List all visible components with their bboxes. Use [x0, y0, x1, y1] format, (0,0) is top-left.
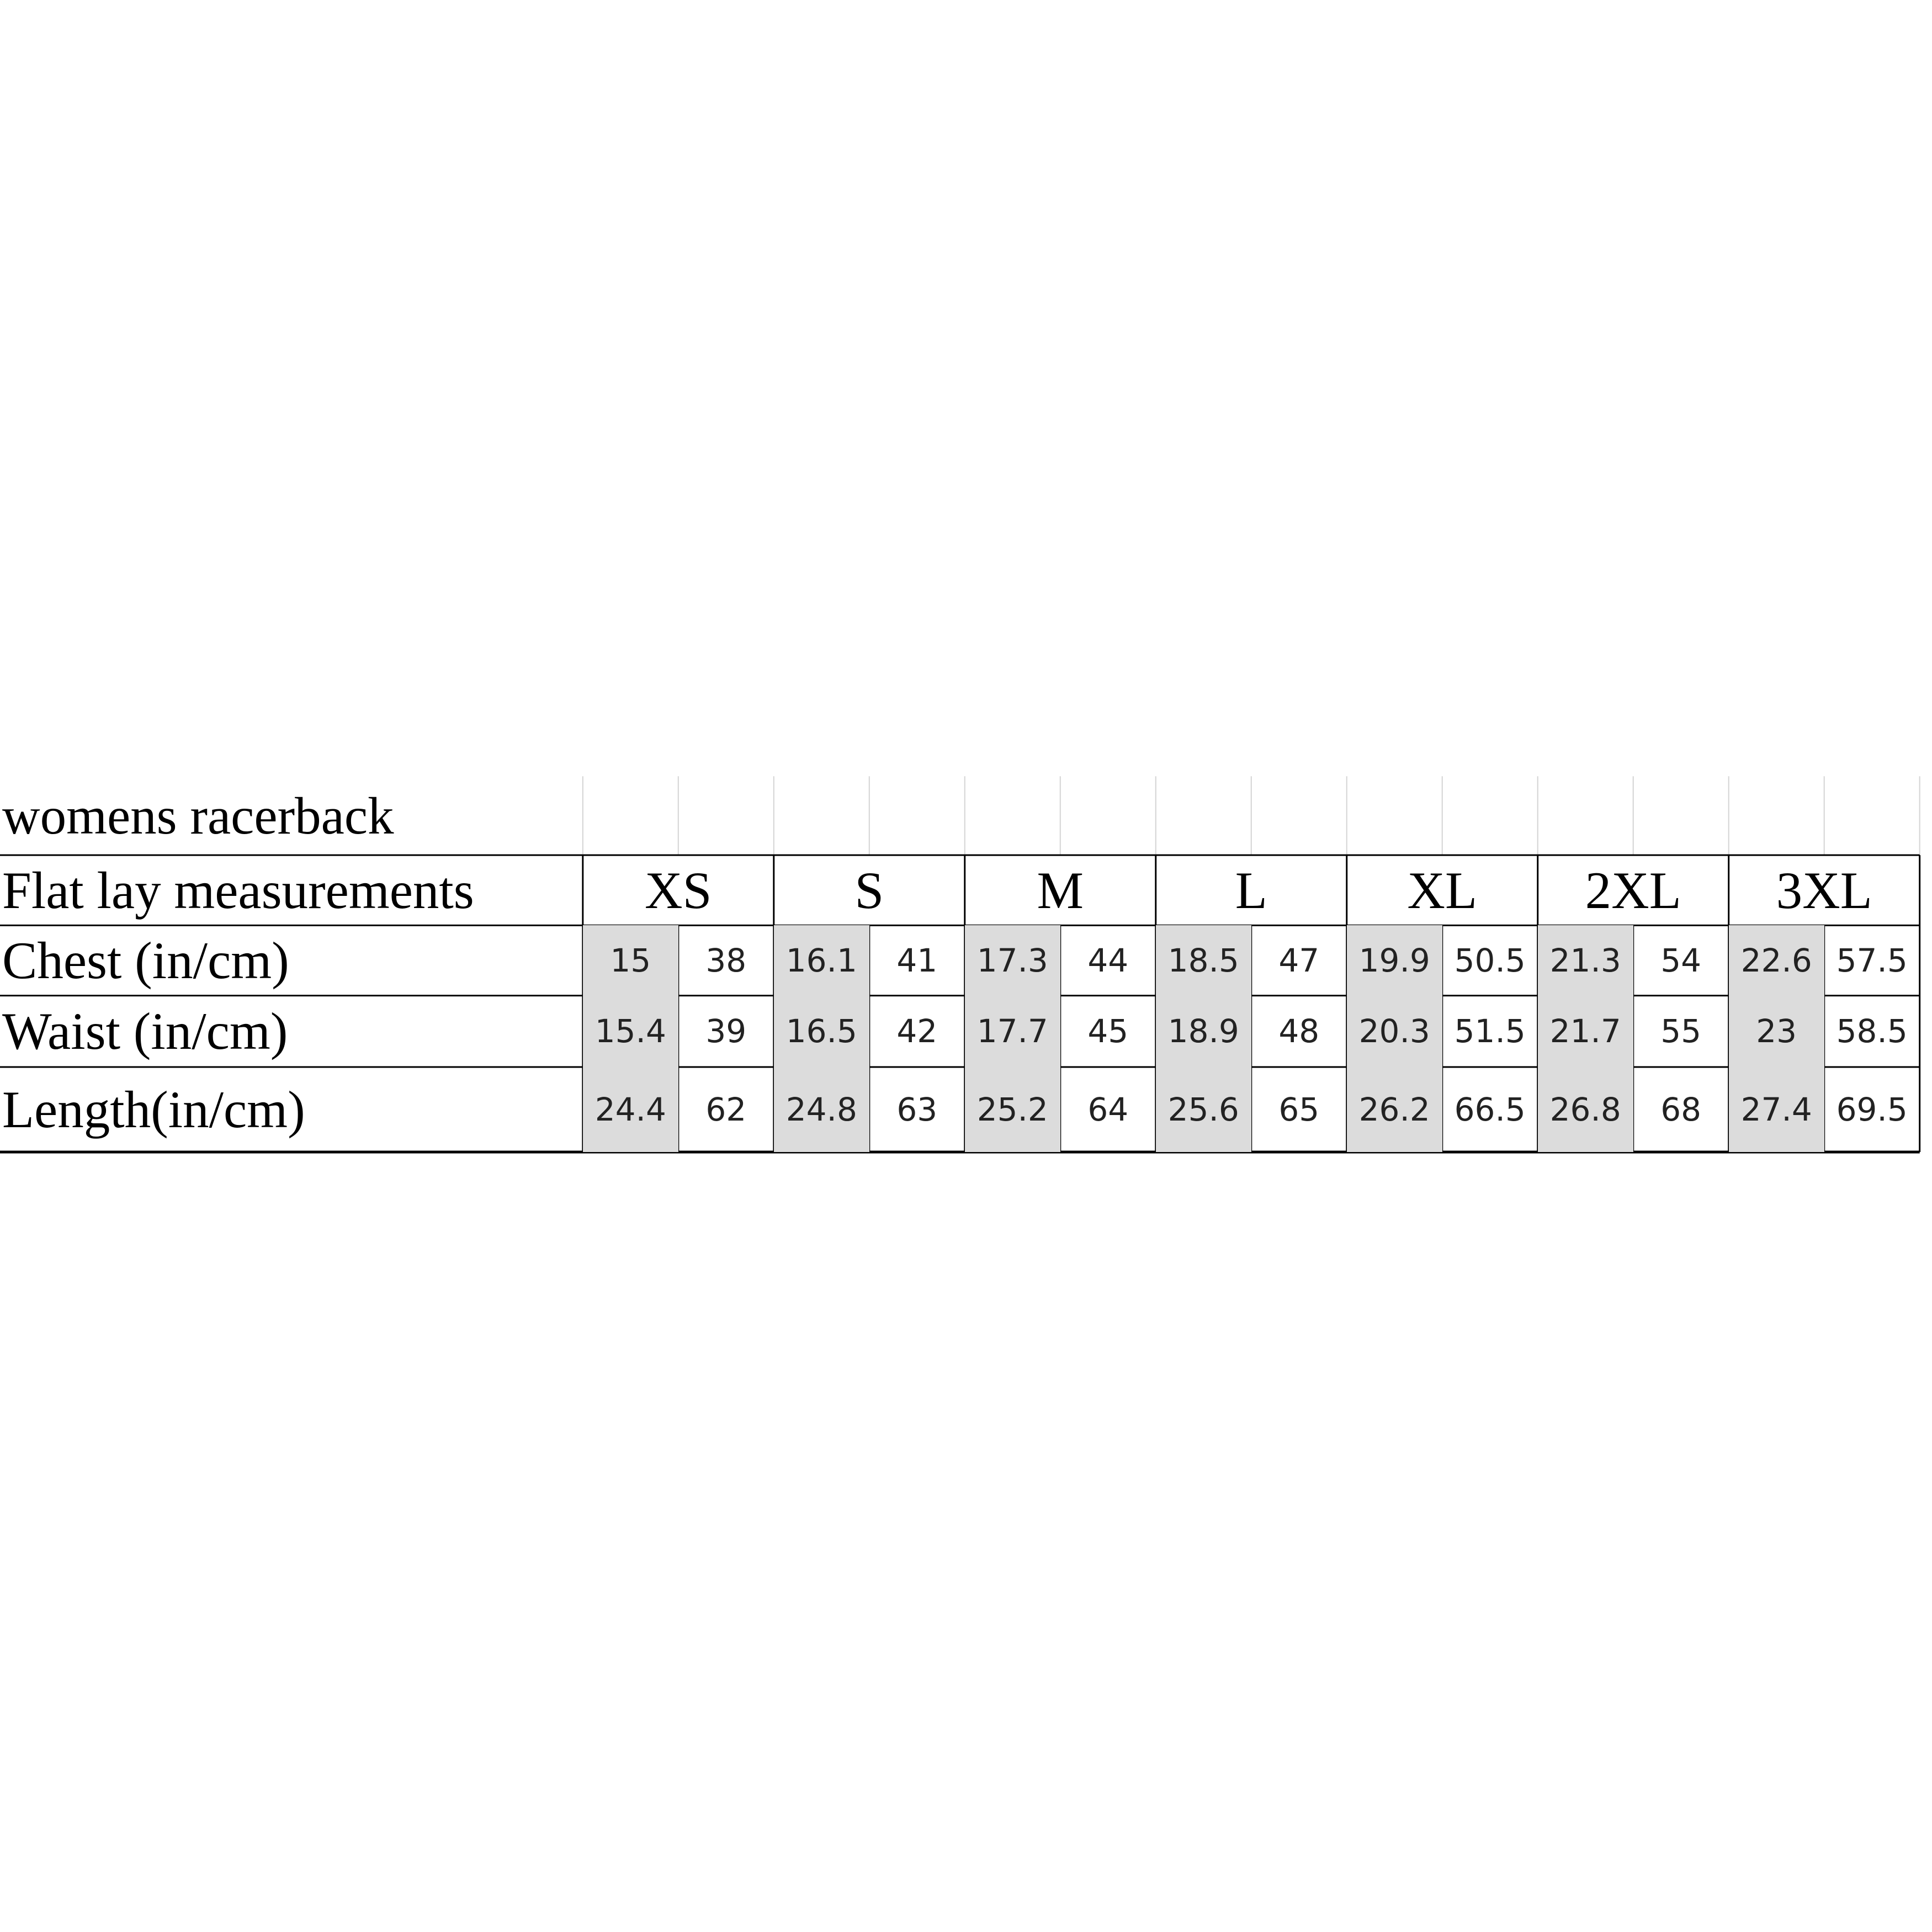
- chest-s-cm: 41: [896, 941, 938, 979]
- waist-s-in: 16.5: [774, 996, 869, 1067]
- waist-m-in: 17.7: [965, 996, 1060, 1067]
- waist-xs-cm: 39: [705, 1012, 747, 1050]
- length-3xl-cm: 69.5: [1836, 1091, 1908, 1129]
- length-m-in: 25.2: [965, 1067, 1060, 1152]
- chest-l-in: 18.5: [1156, 925, 1251, 995]
- chest-l-cm: 47: [1278, 941, 1320, 979]
- chest-xs-in: 15: [583, 925, 678, 995]
- size-header-l: L: [1235, 861, 1267, 920]
- length-2xl-cm: 68: [1660, 1091, 1702, 1129]
- length-l-in: 25.6: [1156, 1067, 1251, 1152]
- chest-xl-in: 19.9: [1347, 925, 1442, 995]
- waist-xs-in: 15.4: [583, 996, 678, 1067]
- waist-2xl-cm: 55: [1660, 1012, 1702, 1050]
- chest-xl-cm: 50.5: [1454, 941, 1526, 979]
- chest-m-cm: 44: [1087, 941, 1129, 979]
- waist-3xl-cm: 58.5: [1836, 1012, 1908, 1050]
- size-header-m: M: [1037, 861, 1084, 920]
- waist-2xl-in: 21.7: [1538, 996, 1633, 1067]
- waist-l-in: 18.9: [1156, 996, 1251, 1067]
- chest-s-in: 16.1: [774, 925, 869, 995]
- size-header-xs: XS: [645, 861, 712, 920]
- length-l-cm: 65: [1278, 1091, 1320, 1129]
- length-xs-cm: 62: [705, 1091, 747, 1129]
- length-s-in: 24.8: [774, 1067, 869, 1152]
- length-m-cm: 64: [1087, 1091, 1129, 1129]
- size-header-xl: XL: [1407, 861, 1478, 920]
- length-2xl-in: 26.8: [1538, 1067, 1633, 1152]
- waist-l-cm: 48: [1278, 1012, 1320, 1050]
- waist-xl-in: 20.3: [1347, 996, 1442, 1067]
- row-label-length: Length(in/cm): [2, 1080, 305, 1139]
- length-xl-cm: 66.5: [1454, 1091, 1526, 1129]
- waist-m-cm: 45: [1087, 1012, 1129, 1050]
- chest-2xl-in: 21.3: [1538, 925, 1633, 995]
- chest-3xl-in: 22.6: [1729, 925, 1824, 995]
- waist-xl-cm: 51.5: [1454, 1012, 1526, 1050]
- length-3xl-in: 27.4: [1729, 1067, 1824, 1152]
- length-xl-in: 26.2: [1347, 1067, 1442, 1152]
- length-xs-in: 24.4: [583, 1067, 678, 1152]
- size-header-2xl: 2XL: [1585, 861, 1681, 920]
- row-label-waist: Waist (in/cm): [2, 1002, 288, 1061]
- row-label-chest: Chest (in/cm): [2, 931, 289, 990]
- chest-3xl-cm: 57.5: [1836, 941, 1908, 979]
- waist-s-cm: 42: [896, 1012, 938, 1050]
- chart-title: womens racerback: [2, 786, 394, 845]
- size-header-s: S: [854, 861, 884, 920]
- length-s-cm: 63: [896, 1091, 938, 1129]
- chest-2xl-cm: 54: [1660, 941, 1702, 979]
- waist-3xl-in: 23: [1729, 996, 1824, 1067]
- chest-m-in: 17.3: [965, 925, 1060, 995]
- chest-xs-cm: 38: [705, 941, 747, 979]
- header-label: Flat lay measurements: [2, 861, 474, 920]
- size-header-3xl: 3XL: [1776, 861, 1872, 920]
